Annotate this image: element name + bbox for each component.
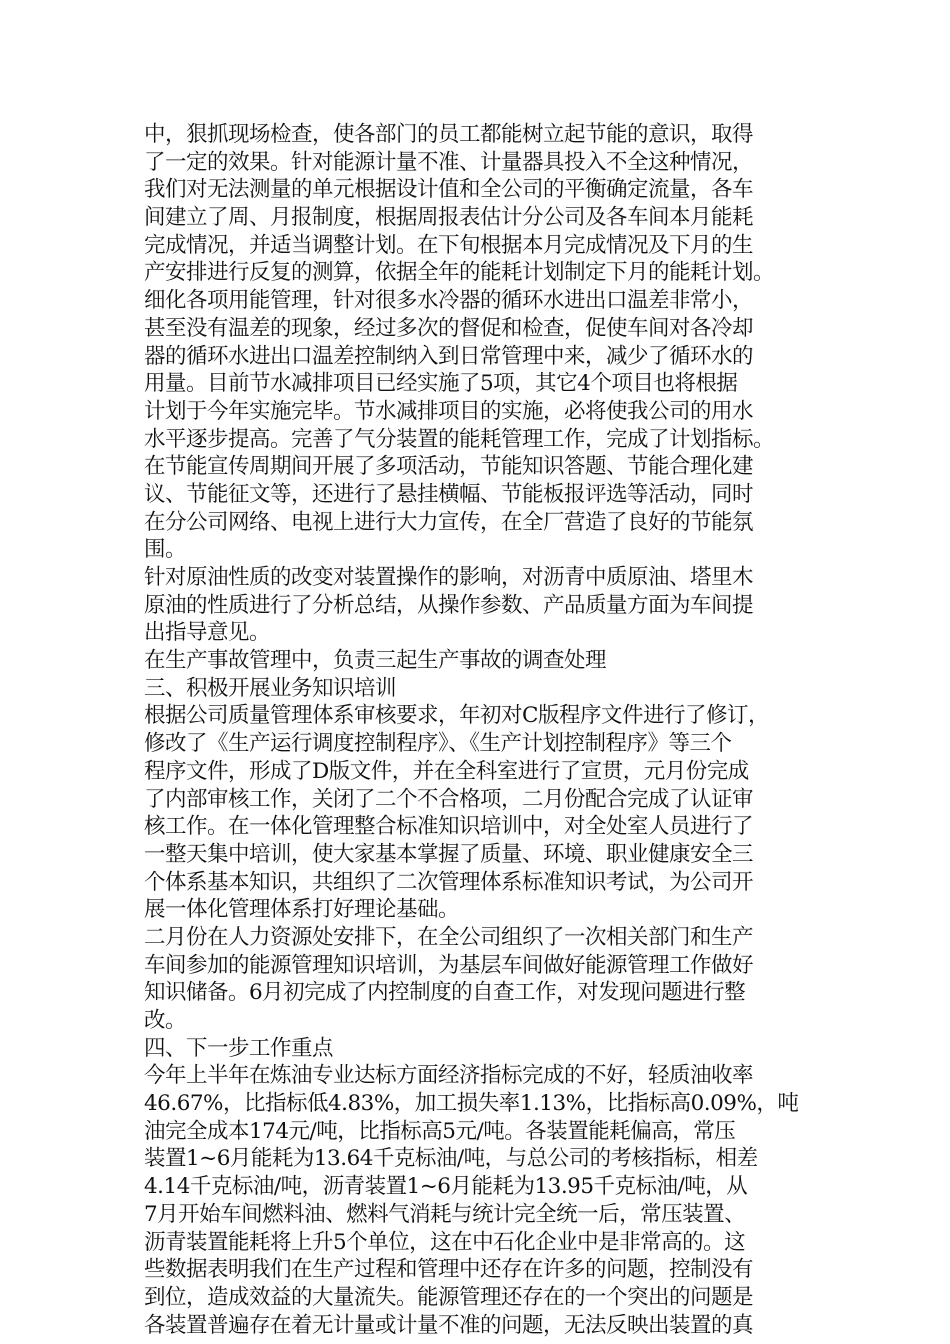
text-line: 四、下一步工作重点	[144, 1035, 334, 1061]
text-line: 用量。目前节水减排项目已经实施了5项，其它4个项目也将根据	[144, 371, 738, 397]
text-line: 水平逐步提高。完善了气分装置的能耗管理工作，完成了计划指标。	[144, 426, 775, 452]
document-body	[144, 121, 824, 1339]
text-line: 车间参加的能源管理知识培训，为基层车间做好能源管理工作做好	[144, 952, 754, 978]
text-line: 了一定的效果。针对能源计量不准、计量器具投入不全这种情况，	[144, 149, 754, 175]
text-line: 间建立了周、月报制度，根据周报表估计分公司及各车间本月能耗	[144, 205, 754, 231]
text-line: 甚至没有温差的现象，经过多次的督促和检查，促使车间对各冷却	[144, 315, 754, 341]
text-line: 到位，造成效益的大量流失。能源管理还存在的一个突出的问题是	[144, 1284, 754, 1310]
text-line: 程序文件，形成了D版文件，并在全科室进行了宣贯，元月份完成	[144, 758, 749, 784]
text-line: 出指导意见。	[144, 620, 271, 646]
text-line: 在生产事故管理中，负责三起生产事故的调查处理	[144, 648, 607, 674]
text-line: 4.14千克标油/吨，沥青装置1~6月能耗为13.95千克标油/吨，从	[144, 1174, 748, 1200]
text-line: 完成情况，并适当调整计划。在下旬根据本月完成情况及下月的生	[144, 232, 754, 258]
text-line: 原油的性质进行了分析总结，从操作参数、产品质量方面为车间提	[144, 592, 754, 618]
text-line: 了内部审核工作，关闭了二个不合格项，二月份配合完成了认证审	[144, 786, 754, 812]
text-line: 各装置普遍存在着无计量或计量不准的问题，无法反映出装置的真	[144, 1312, 754, 1338]
text-line: 装置1~6月能耗为13.64千克标油/吨，与总公司的考核指标，相差	[144, 1146, 758, 1172]
text-line: 46.67%，比指标低4.83%，加工损失率1.13%，比指标高0.09%，吨	[144, 1091, 799, 1117]
text-line: 些数据表明我们在生产过程和管理中还存在许多的问题，控制没有	[144, 1257, 754, 1283]
text-line: 个体系基本知识，共组织了二次管理体系标准知识考试，为公司开	[144, 869, 754, 895]
text-line: 三、积极开展业务知识培训	[144, 675, 397, 701]
text-line: 产安排进行反复的测算，依据全年的能耗计划制定下月的能耗计划。	[144, 260, 775, 286]
text-line: 围。	[144, 537, 187, 563]
text-line: 二月份在人力资源处安排下，在全公司组织了一次相关部门和生产	[144, 924, 754, 950]
text-line: 知识储备。6月初完成了内控制度的自查工作，对发现问题进行整	[144, 980, 746, 1006]
text-line: 在分公司网络、电视上进行大力宣传，在全厂营造了良好的节能氛	[144, 509, 754, 535]
text-line: 沥青装置能耗将上升5个单位，这在中石化企业中是非常高的。这	[144, 1229, 746, 1255]
text-line: 一整天集中培训，使大家基本掌握了质量、环境、职业健康安全三	[144, 841, 754, 867]
text-line: 根据公司质量管理体系审核要求，年初对C版程序文件进行了修订，	[144, 703, 769, 729]
text-line: 针对原油性质的改变对装置操作的影响，对沥青中质原油、塔里木	[144, 565, 754, 590]
text-line: 展一体化管理体系打好理论基础。	[144, 897, 460, 923]
text-line: 油完全成本174元/吨，比指标高5元/吨。各装置能耗偏高，常压	[144, 1118, 736, 1144]
text-line: 在节能宣传周期间开展了多项活动，节能知识答题、节能合理化建	[144, 454, 754, 480]
text-line: 核工作。在一体化管理整合标准知识培训中，对全处室人员进行了	[144, 814, 754, 840]
text-line: 计划于今年实施完毕。节水减排项目的实施，必将使我公司的用水	[144, 398, 754, 424]
text-line: 7月开始车间燃料油、燃料气消耗与统计完全统一后，常压装置、	[144, 1201, 746, 1227]
text-line: 器的循环水进出口温差控制纳入到日常管理中来，减少了循环水的	[144, 343, 754, 369]
text-line: 细化各项用能管理，针对很多水冷器的循环水进出口温差非常小，	[144, 288, 754, 314]
text-line: 改。	[144, 1008, 187, 1033]
text-line: 今年上半年在炼油专业达标方面经济指标完成的不好，轻质油收率	[144, 1063, 754, 1089]
text-line: 议、节能征文等，还进行了悬挂横幅、节能板报评选等活动，同时	[144, 481, 754, 507]
text-line: 中，狠抓现场检查，使各部门的员工都能树立起节能的意识，取得	[144, 122, 754, 147]
text-line: 我们对无法测量的单元根据设计值和全公司的平衡确定流量，各车	[144, 177, 754, 203]
text-line: 修改了《生产运行调度控制程序》、《生产计划控制程序》等三个	[144, 731, 732, 757]
